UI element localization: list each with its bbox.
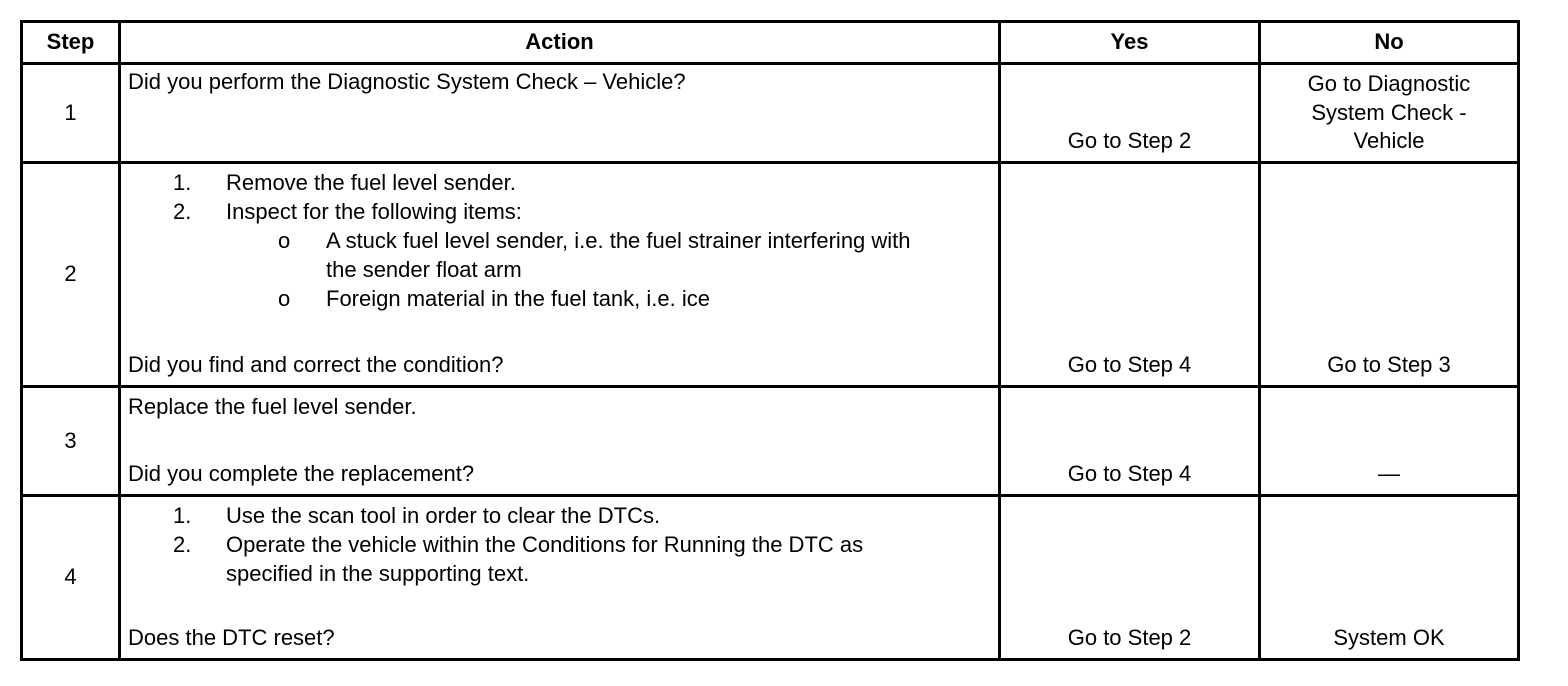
yes-result: Go to Step 4 [1067, 352, 1192, 377]
bullet-text: Foreign material in the fuel tank, i.e. ice [326, 286, 710, 311]
no-result: System OK [1333, 625, 1445, 650]
list-number: 2. [173, 532, 192, 557]
list-item-text: Use the scan tool in order to clear the DTCs. [226, 503, 661, 528]
bullet-marker: o [278, 228, 291, 253]
list-item-text: specified in the supporting text. [226, 561, 530, 586]
yes-result: Go to Step 2 [1067, 625, 1192, 650]
list-item-text: Remove the fuel level sender. [226, 170, 516, 195]
diagnostic-table [20, 20, 1520, 661]
yes-result: Go to Step 4 [1067, 461, 1192, 486]
list-item-text: Inspect for the following items: [226, 199, 522, 224]
question-text: Did you complete the replacement? [128, 461, 475, 486]
step-number: 4 [64, 564, 77, 590]
no-result-line: Vehicle [1353, 128, 1425, 153]
bullet-marker: o [278, 286, 291, 311]
step-number: 3 [64, 427, 77, 453]
yes-result: Go to Step 2 [1067, 128, 1192, 153]
yes-cell [1001, 65, 1258, 161]
no-cell [1261, 65, 1517, 161]
no-result: Go to Step 3 [1327, 352, 1451, 377]
instruction-text: Replace the fuel level sender. [128, 394, 417, 419]
list-number: 1. [173, 170, 192, 195]
bullet-text: the sender float arm [326, 257, 522, 282]
list-number: 1. [173, 503, 192, 528]
action-cell [121, 65, 998, 161]
no-result: — [1378, 461, 1400, 486]
no-result-line: Go to Diagnostic [1307, 71, 1471, 96]
header-yes: Yes [1110, 29, 1149, 55]
action-cell [121, 497, 998, 658]
no-result-line: System Check - [1311, 99, 1467, 125]
bullet-text: A stuck fuel level sender, i.e. the fuel strainer interfering with [326, 228, 911, 253]
list-number: 2. [173, 199, 192, 224]
yes-cell [1001, 497, 1258, 658]
list-item-text: Operate the vehicle within the Conditions for Running the DTC as [226, 532, 864, 557]
action-cell [121, 388, 998, 494]
no-cell [1261, 497, 1517, 658]
step-number: 2 [64, 261, 77, 287]
no-cell [1261, 388, 1517, 494]
yes-cell [1001, 388, 1258, 494]
action-cell [121, 164, 998, 385]
header-step: Step [46, 29, 95, 55]
question-text: Did you perform the Diagnostic System Check – Vehicle? [128, 69, 686, 94]
question-text: Did you find and correct the condition? [128, 352, 504, 377]
yes-cell [1001, 164, 1258, 385]
question-text: Does the DTC reset? [128, 625, 335, 650]
step-number: 1 [64, 99, 77, 125]
header-action: Action [525, 29, 594, 55]
header-no: No [1374, 29, 1404, 55]
no-cell [1261, 164, 1517, 385]
